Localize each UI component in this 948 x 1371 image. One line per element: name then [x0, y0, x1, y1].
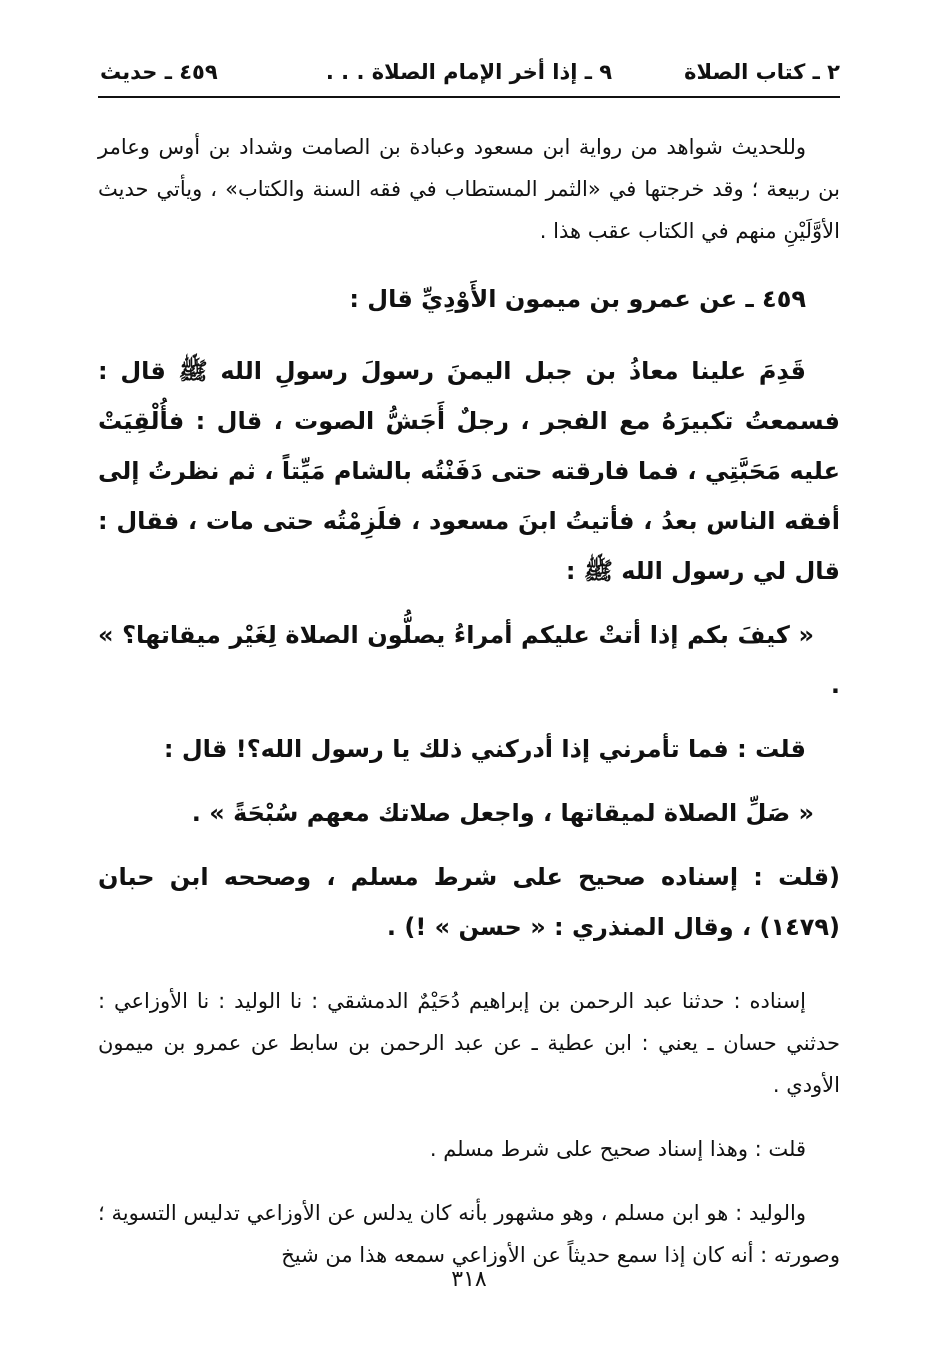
running-header: [98, 52, 840, 92]
book-page: [98, 52, 840, 1342]
page-number: ٣١٨: [451, 1267, 487, 1292]
isnad-verdict: قلت : وهذا إسناد صحيح على شرط مسلم .: [429, 1137, 806, 1161]
hadith-heading: ٤٥٩ ـ عن عمرو بن ميمون الأَوْدِيِّ قال :: [349, 285, 806, 313]
page-body: [98, 126, 840, 1276]
header-hadith-number: ٤٥٩ ـ حديث: [100, 60, 218, 84]
header-chapter-title: ٩ ـ إذا أخر الإمام الصلاة . . .: [325, 60, 613, 84]
hadith-answer-quote: « صَلِّ الصلاة لميقاتها ، واجعل صلاتك معهم سُبْحَةً » .: [191, 799, 814, 827]
header-book-title: ٢ ـ كتاب الصلاة: [684, 60, 840, 84]
isnad-paragraph: إسناده : حدثنا عبد الرحمن بن إبراهيم دُحَيْمٌ الدمشقي : نا الوليد : نا الأوزاعي : حدثني حسان ـ يعني : ابن عطية ـ عن عبد الرحمن بن سابط عن عمرو بن ميمون الأودي .: [98, 989, 840, 1097]
hadith-text: قَدِمَ علينا معاذُ بن جبل اليمنَ رسولَ رسولِ الله ﷺ قال : فسمعتُ تكبيرَهُ مع الفجر ، رجلٌ أَجَشُّ الصوت ، قال : فأُلْقِيَتْ عليه مَحَبَّتِي ، فما فارقته حتى دَفَنْتُه بالشام مَيِّتاً ، ثم نظرتُ إلى أفقه الناس بعدُ ، فأتيتُ ابنَ مسعود ، فلَزِمْتُه حتى مات ، فقال : قال لي رسول الله ﷺ :: [98, 357, 840, 585]
narrator-note: والوليد : هو ابن مسلم ، وهو مشهور بأنه كان يدلس عن الأوزاعي تدليس التسوية ؛ وصورته : أنه كان إذا سمع حديثاً عن الأوزاعي سمعه هذا من شيخ: [98, 1201, 840, 1267]
hadith-question: قلت : فما تأمرني إذا أدركني ذلك يا رسول الله؟! قال :: [163, 735, 806, 763]
hadith-quote: « كيفَ بكم إذا أتتْ عليكم أمراءُ يصلُّون الصلاة لِغَيْر ميقاتها؟ » .: [98, 621, 840, 699]
header-divider: [98, 96, 840, 98]
grading-note: (قلت : إسناده صحيح على شرط مسلم ، وصححه ابن حبان (١٤٧٩) ، وقال المنذري : « حسن » !) .: [98, 863, 840, 941]
commentary-paragraph: وللحديث شواهد من رواية ابن مسعود وعبادة بن الصامت وشداد بن أوس وعامر بن ربيعة ؛ وقد خرجتها في «الثمر المستطاب في فقه السنة والكتاب» ، ويأتي حديث الأوَّلَيْنِ منهم في الكتاب عقب هذا .: [98, 135, 840, 243]
